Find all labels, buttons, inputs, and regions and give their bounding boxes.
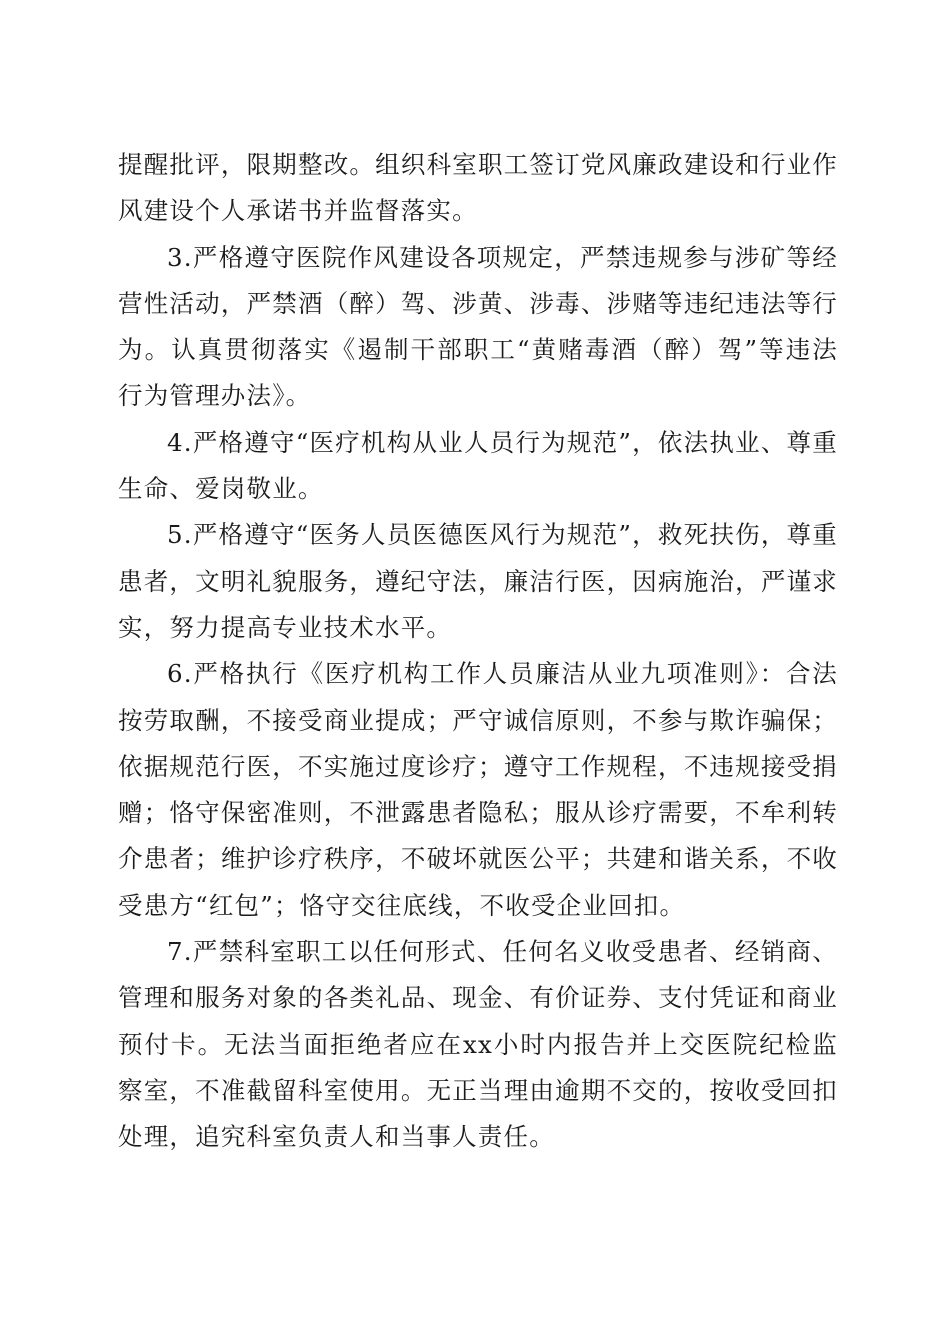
paragraph-item-7: 7.严禁科室职工以任何形式、任何名义收受患者、经销商、管理和服务对象的各类礼品、现金、有价证券、支付凭证和商业预付卡。无法当面拒绝者应在xx小时内报告并上交医院纪检监察室，不准截留科室使用。无正当理由逾期不交的，按收受回扣处理，追究科室负责人和当事人责任。 <box>118 937 838 1152</box>
paragraph-item-5: 5.严格遵守“医务人员医德医风行为规范”，救死扶伤，尊重患者，文明礼貌服务，遵纪守法，廉洁行医，因病施治，严谨求实，努力提高专业技术水平。 <box>118 520 838 642</box>
document-body <box>118 142 838 1161</box>
paragraph-item-6: 6.严格执行《医疗机构工作人员廉洁从业九项准则》：合法按劳取酬，不接受商业提成；严守诚信原则，不参与欺诈骗保；依据规范行医，不实施过度诊疗；遵守工作规程，不违规接受捐赠；恪守保密准则，不泄露患者隐私；服从诊疗需要，不牟利转介患者；维护诊疗秩序，不破坏就医公平；共建和谐关系，不收受患方“红包”；恪守交往底线，不收受企业回扣。 <box>118 659 838 920</box>
paragraph-item-4: 4.严格遵守“医疗机构从业人员行为规范”，依法执业、尊重生命、爱岗敬业。 <box>118 427 838 504</box>
paragraph-continuation: 提醒批评，限期整改。组织科室职工签订党风廉政建设和行业作风建设个人承诺书并监督落实。 <box>118 150 838 226</box>
paragraph-item-3: 3.严格遵守医院作风建设各项规定，严禁违规参与涉矿等经营性活动，严禁酒（醉）驾、涉黄、涉毒、涉赌等违纪违法等行为。认真贯彻落实《遏制干部职工“黄赌毒酒（醉）驾”等违法行为管理办法》。 <box>118 242 838 411</box>
